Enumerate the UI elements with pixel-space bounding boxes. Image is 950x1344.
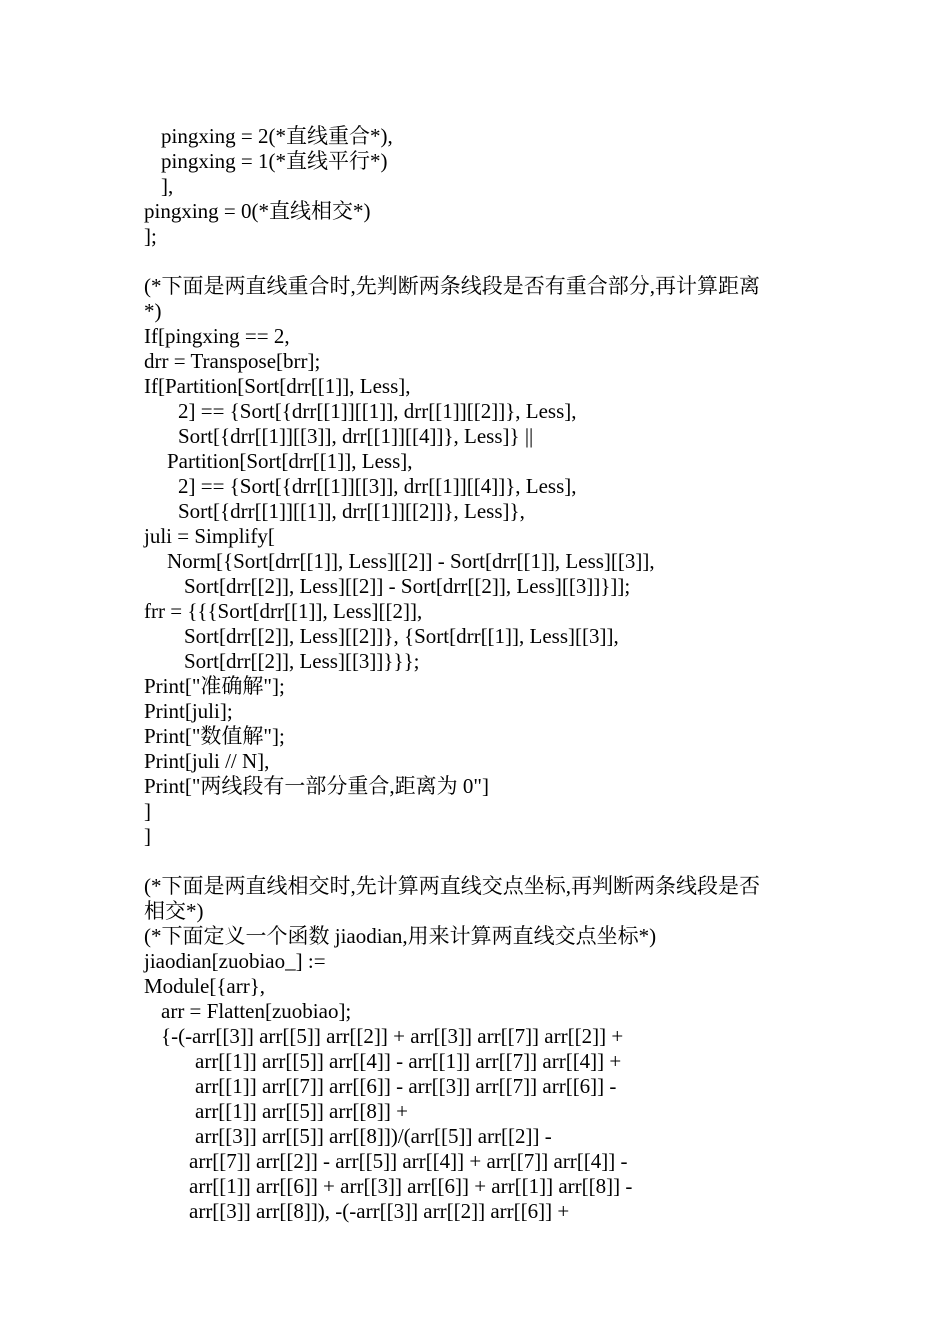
code-line: (*下面定义一个函数 jiaodian,用来计算两直线交点坐标*) <box>144 924 657 948</box>
code-line: If[Partition[Sort[drr[[1]], Less], <box>144 374 411 398</box>
code-line: (*下面是两直线重合时,先判断两条线段是否有重合部分,再计算距离 <box>144 274 760 298</box>
code-line: Print[juli // N], <box>144 749 270 773</box>
code-line: {-(-arr[[3]] arr[[5]] arr[[2]] + arr[[3]] arr[[7]] arr[[2]] + <box>161 1024 624 1048</box>
code-line: Print[juli]; <box>144 699 233 723</box>
blank-line <box>144 849 824 874</box>
code-line: arr = Flatten[zuobiao]; <box>161 999 352 1023</box>
code-line: Norm[{Sort[drr[[1]], Less][[2]] - Sort[drr[[1]], Less][[3]], <box>167 549 655 573</box>
code-line: arr[[1]] arr[[5]] arr[[8]] + <box>195 1099 408 1123</box>
code-line: 2] == {Sort[{drr[[1]][[3]], drr[[1]][[4]]}, Less], <box>178 474 577 498</box>
code-line: pingxing = 0(*直线相交*) <box>144 199 371 223</box>
code-line: ] <box>144 824 151 848</box>
code-line: 相交*) <box>144 899 204 923</box>
code-line: arr[[3]] arr[[5]] arr[[8]])/(arr[[5]] arr[[2]] - <box>195 1124 552 1148</box>
code-line: Partition[Sort[drr[[1]], Less], <box>167 449 413 473</box>
code-line: Sort[drr[[2]], Less][[3]]}}}; <box>184 649 420 673</box>
code-line: *) <box>144 299 162 323</box>
code-line: jiaodian[zuobiao_] := <box>144 949 326 973</box>
code-line: If[pingxing == 2, <box>144 324 290 348</box>
code-line: ]; <box>144 224 157 248</box>
code-line: Sort[drr[[2]], Less][[2]] - Sort[drr[[2]], Less][[3]]}]]; <box>184 574 631 598</box>
code-line: 2] == {Sort[{drr[[1]][[1]], drr[[1]][[2]]}, Less], <box>178 399 577 423</box>
blank-line <box>144 249 824 274</box>
code-line: frr = {{{Sort[drr[[1]], Less][[2]], <box>144 599 423 623</box>
code-line: arr[[7]] arr[[2]] - arr[[5]] arr[[4]] + arr[[7]] arr[[4]] - <box>189 1149 628 1173</box>
code-line: Print["准确解"]; <box>144 674 285 698</box>
code-line: arr[[1]] arr[[5]] arr[[4]] - arr[[1]] arr[[7]] arr[[4]] + <box>195 1049 622 1073</box>
code-line: (*下面是两直线相交时,先计算两直线交点坐标,再判断两条线段是否 <box>144 874 760 898</box>
code-line: arr[[1]] arr[[6]] + arr[[3]] arr[[6]] + arr[[1]] arr[[8]] - <box>189 1174 633 1198</box>
code-line: juli = Simplify[ <box>144 524 275 548</box>
code-line: ] <box>144 799 151 823</box>
code-line: pingxing = 2(*直线重合*), <box>161 124 393 148</box>
code-line: arr[[1]] arr[[7]] arr[[6]] - arr[[3]] arr[[7]] arr[[6]] - <box>195 1074 617 1098</box>
code-line: Sort[{drr[[1]][[3]], drr[[1]][[4]]}, Less]} || <box>178 424 534 448</box>
code-line: arr[[3]] arr[[8]]), -(-arr[[3]] arr[[2]] arr[[6]] + <box>189 1199 570 1223</box>
code-line: Sort[{drr[[1]][[1]], drr[[1]][[2]]}, Less]}, <box>178 499 525 523</box>
code-line: ], <box>161 174 174 198</box>
code-listing <box>144 124 824 1224</box>
code-line: drr = Transpose[brr]; <box>144 349 321 373</box>
code-line: Module[{arr}, <box>144 974 266 998</box>
code-line: Sort[drr[[2]], Less][[2]]}, {Sort[drr[[1]], Less][[3]], <box>184 624 619 648</box>
code-line: pingxing = 1(*直线平行*) <box>161 149 388 173</box>
code-line: Print["数值解"]; <box>144 724 285 748</box>
code-line: Print["两线段有一部分重合,距离为 0"] <box>144 774 489 798</box>
